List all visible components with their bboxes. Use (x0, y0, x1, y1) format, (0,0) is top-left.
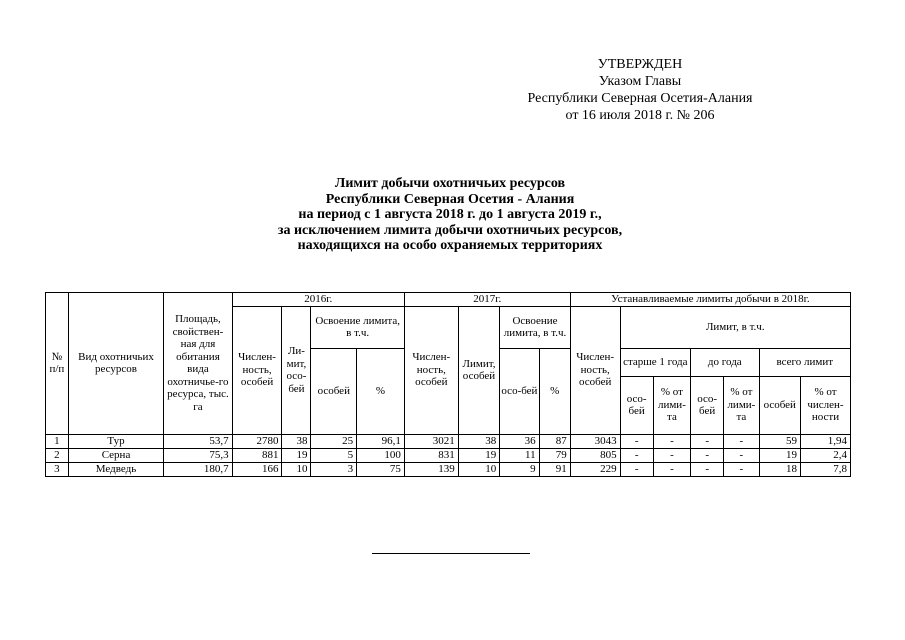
title-line: находящихся на особо охраняемых территориях (297, 238, 603, 253)
header-under1-pct-limit: % от лими-та (724, 376, 759, 434)
table-cell: 2,4 (801, 448, 851, 462)
table-cell: 139 (404, 462, 458, 476)
header-area: Площадь, свойствен-ная для обитания вида охотничье-го ресурса, тыс. га (164, 293, 232, 435)
header-limit-2017: Лимит, особей (458, 306, 499, 434)
header-num: № п/п (46, 293, 69, 435)
table-cell: 19 (759, 448, 800, 462)
table-cell: 25 (311, 434, 357, 448)
title-line: Республики Северная Осетия - Алания (325, 191, 575, 207)
title-line: за исключением лимита добычи охотничьих ресурсов, (277, 222, 623, 238)
table-cell: 59 (759, 434, 800, 448)
header-count-2018: Числен-ность, особей (570, 306, 620, 434)
table-cell: - (620, 462, 653, 476)
table-cell: 11 (500, 448, 539, 462)
table-cell: Медведь (68, 462, 163, 476)
table-cell: 5 (311, 448, 357, 462)
table-cell: 10 (458, 462, 499, 476)
table-cell: 18 (759, 462, 800, 476)
table-body (46, 434, 851, 476)
header-year-2017: 2017г. (404, 293, 570, 307)
table-cell: 180,7 (164, 462, 232, 476)
header-count-2016: Числен-ность, особей (232, 306, 282, 434)
header-usage-2017: Освоение лимита, в т.ч. (500, 306, 571, 348)
header-usage-2016: Освоение лимита, в т.ч. (311, 306, 404, 348)
document-title (170, 176, 730, 254)
table-cell: - (724, 448, 759, 462)
table-cell: - (724, 462, 759, 476)
table-cell: 38 (282, 434, 311, 448)
header-total-limit: всего лимит (759, 348, 850, 376)
table-cell: 38 (458, 434, 499, 448)
header-year-2018: Устанавливаемые лимиты добычи в 2018г. (570, 293, 850, 307)
approval-line: Республики Северная Осетия-Алания (527, 91, 753, 106)
header-count-2017: Числен-ность, особей (404, 306, 458, 434)
hunting-limits-table (45, 292, 851, 477)
header-percent-2017: % (539, 348, 570, 434)
table-cell: 87 (539, 434, 570, 448)
table-cell: 53,7 (164, 434, 232, 448)
table-cell: 3 (46, 462, 69, 476)
table-cell: 10 (282, 462, 311, 476)
header-under-one-year: до года (691, 348, 759, 376)
table-cell: 805 (570, 448, 620, 462)
header-species: Вид охотничьих ресурсов (68, 293, 163, 435)
table-cell: 3021 (404, 434, 458, 448)
approval-line: от 16 июля 2018 г. № 206 (565, 108, 715, 123)
header-over1-individuals: осо-бей (620, 376, 653, 434)
table-cell: 229 (570, 462, 620, 476)
header-limit-incl: Лимит, в т.ч. (620, 306, 850, 348)
table-cell: 9 (500, 462, 539, 476)
table-cell: 19 (458, 448, 499, 462)
approval-line: Указом Главы (598, 74, 682, 89)
table-cell: 831 (404, 448, 458, 462)
table-cell: - (620, 434, 653, 448)
table-cell: 3 (311, 462, 357, 476)
title-line: Лимит добычи охотничьих ресурсов (334, 176, 566, 191)
table-cell: - (691, 434, 724, 448)
table-cell: 79 (539, 448, 570, 462)
table-cell: 7,8 (801, 462, 851, 476)
table-row (46, 462, 851, 476)
approval-stamp (500, 56, 780, 124)
table-cell: 166 (232, 462, 282, 476)
table-cell: Тур (68, 434, 163, 448)
table-cell: 96,1 (357, 434, 405, 448)
header-over1-pct-limit: % от лими-та (653, 376, 690, 434)
table-cell: Серна (68, 448, 163, 462)
table-row (46, 434, 851, 448)
table-cell: 2780 (232, 434, 282, 448)
table-cell: 75 (357, 462, 405, 476)
table-cell: - (653, 462, 690, 476)
table-cell: 19 (282, 448, 311, 462)
closing-rule (372, 553, 530, 554)
table-cell: - (653, 448, 690, 462)
table-cell: 75,3 (164, 448, 232, 462)
table-cell: 91 (539, 462, 570, 476)
approval-line: УТВЕРЖДЕН (597, 57, 683, 72)
title-line: на период с 1 августа 2018 г. до 1 августа 2019 г., (298, 207, 602, 222)
table-cell: 881 (232, 448, 282, 462)
table-cell: - (691, 448, 724, 462)
table-cell: - (653, 434, 690, 448)
header-over-one-year: старше 1 года (620, 348, 691, 376)
header-year-2016: 2016г. (232, 293, 404, 307)
header-under1-individuals: осо-бей (691, 376, 724, 434)
table-cell: 36 (500, 434, 539, 448)
header-percent-2016: % (357, 348, 405, 434)
header-limit-2016: Ли-мит, осо-бей (282, 306, 311, 434)
header-individuals-2016: особей (311, 348, 357, 434)
table-row (46, 448, 851, 462)
table-cell: 100 (357, 448, 405, 462)
header-total-pct-count: % от числен-ности (801, 376, 851, 434)
header-individuals-2017: осо-бей (500, 348, 539, 434)
table-cell: 1,94 (801, 434, 851, 448)
table-cell: 1 (46, 434, 69, 448)
table-cell: 3043 (570, 434, 620, 448)
table-cell: 2 (46, 448, 69, 462)
header-total-individuals: особей (759, 376, 800, 434)
table-cell: - (724, 434, 759, 448)
table-cell: - (620, 448, 653, 462)
table-cell: - (691, 462, 724, 476)
